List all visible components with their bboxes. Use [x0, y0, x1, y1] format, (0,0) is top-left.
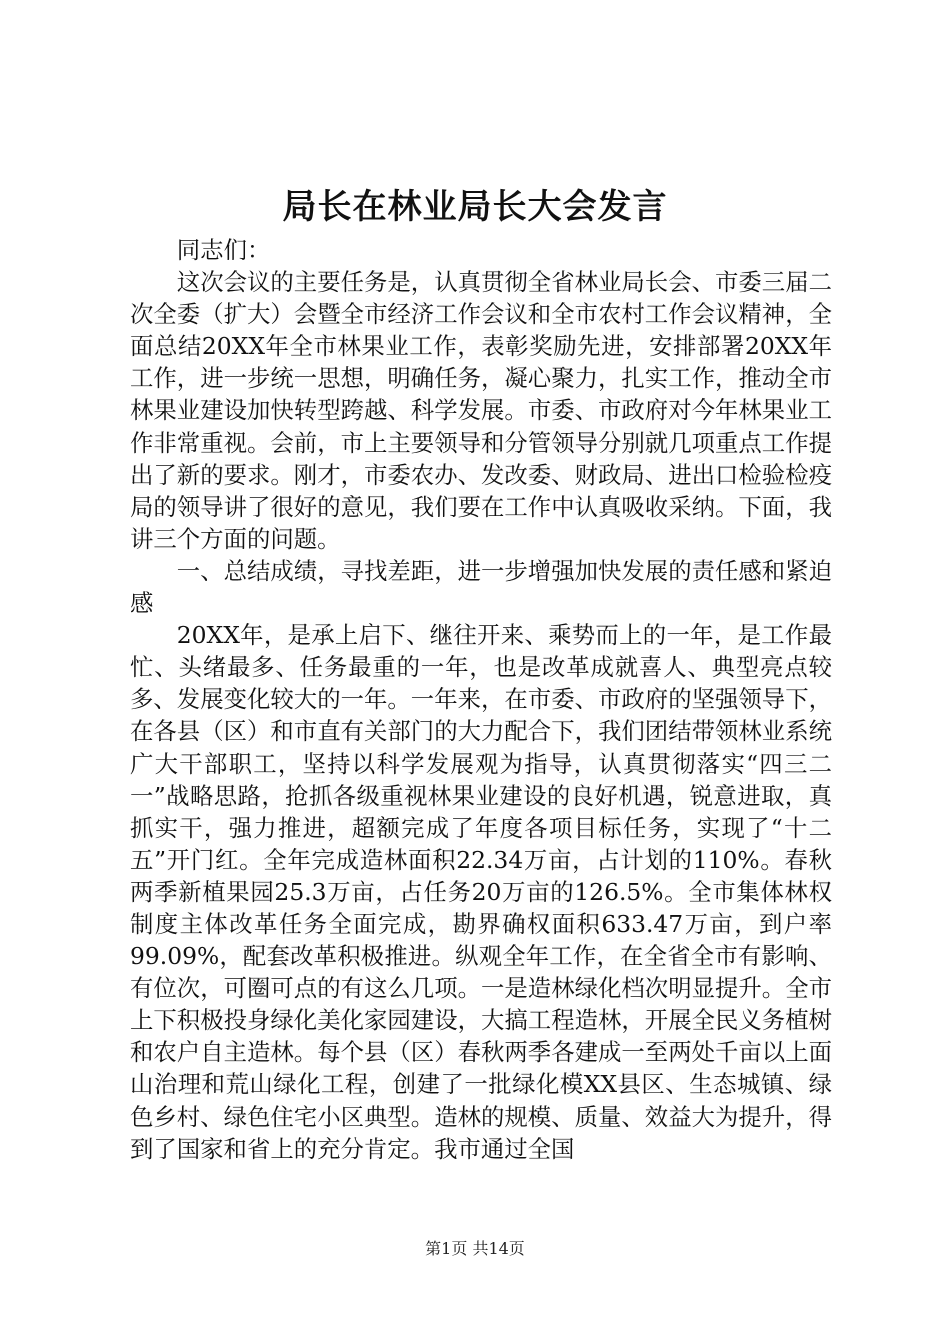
page-number-footer: 第1页 共14页	[425, 1239, 525, 1258]
paragraph: 20XX年，是承上启下、继往开来、乘势而上的一年，是工作最忙、头绪最多、任务最重的一年，也是改革成就喜人、典型亮点较多、发展变化较大的一年。一年来，在市委、市政府的坚强领导下，在各县（区）和市直有关部门的大力配合下，我们团结带领林业系统广大干部职工，坚持以科学发展观为指导，认真贯彻落实“四三二一”战略思路，抢抓各级重视林果业建设的良好机遇，锐意进取，真抓实干，强力推进，超额完成了年度各项目标任务，实现了“十二五”开门红。全年完成造林面积22.34万亩，占计划的110%。春秋两季新植果园25.3万亩，占任务20万亩的126.5%。全市集体林权制度主体改革任务全面完成，勘界确权面积633.47万亩，到户率99.09%，配套改革积极推进。纵观全年工作，在全省全市有影响、有位次，可圈可点的有这么几项。一是造林绿化档次明显提升。全市上下积极投身绿化美化家园建设，大搞工程造林，开展全民义务植树和农户自主造林。每个县（区）春秋两季各建成一至两处千亩以上面山治理和荒山绿化工程，创建了一批绿化模XX县区、生态城镇、绿色乡村、绿色住宅小区典型。造林的规模、质量、效益大为提升，得到了国家和省上的充分肯定。我市通过全国	[130, 621, 832, 1163]
section-heading: 一、总结成绩，寻找差距，进一步增强加快发展的责任感和紧迫感	[130, 556, 832, 618]
paragraph: 这次会议的主要任务是，认真贯彻全省林业局长会、市委三届二次全委（扩大）会暨全市经济工作会议和全市农村工作会议精神，全面总结20XX年全市林果业工作，表彰奖励先进，安排部署20XX年工作，进一步统一思想，明确任务，凝心聚力，扎实工作，推动全市林果业建设加快转型跨越、科学发展。市委、市政府对今年林果业工作非常重视。会前，市上主要领导和分管领导分别就几项重点工作提出了新的要求。刚才，市委农办、发改委、财政局、进出口检验检疫局的领导讲了很好的意见，我们要在工作中认真吸收采纳。下面，我讲三个方面的问题。	[130, 268, 832, 553]
paragraph: 同志们：	[176, 236, 271, 264]
document-body	[130, 234, 832, 1165]
document-title: 局长在林业局长大会发言	[282, 187, 668, 227]
